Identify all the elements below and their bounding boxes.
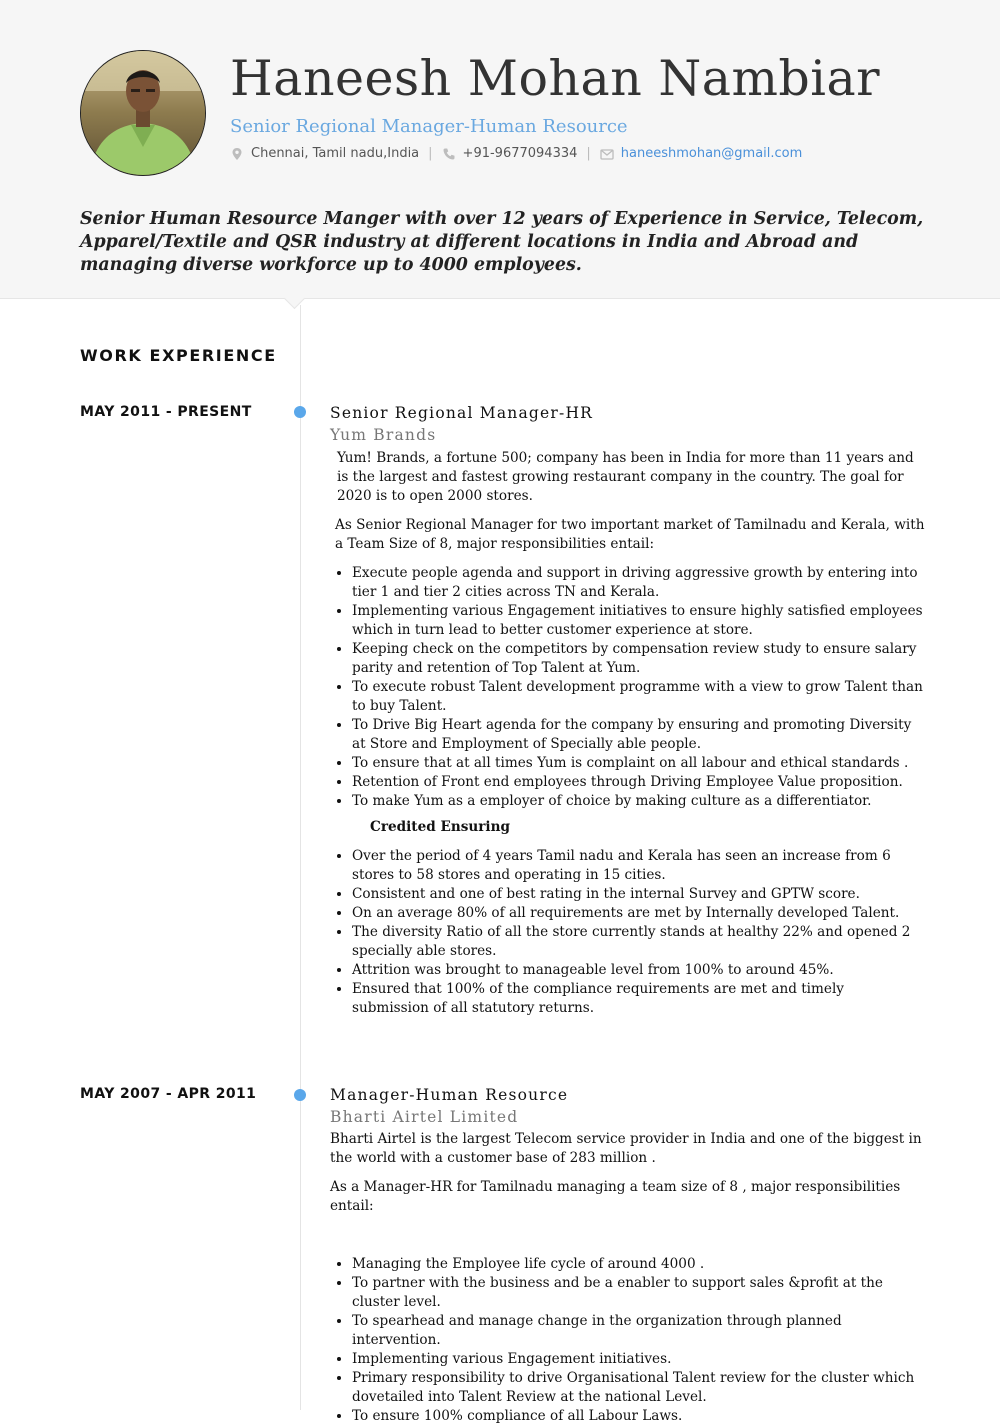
- list-item: • Primary responsibility to drive Organisational Talent review for the cluster which dovetailed into Talent Review at the national Level.: [352, 1369, 925, 1407]
- timeline-dot: [294, 1089, 306, 1101]
- list-item: • To spearhead and manage change in the organization through planned intervention.: [352, 1312, 925, 1350]
- list-item: • To make Yum as a employer of choice by making culture as a differentiator.: [352, 792, 925, 811]
- job-title: Manager-Human Resource: [330, 1086, 569, 1104]
- job-entry: [330, 402, 925, 1018]
- list-item: • To execute robust Talent development programme with a view to grow Talent than to buy Talent.: [352, 678, 925, 716]
- list-item: • Keeping check on the competitors by compensation review study to ensure salary parity and retention of Top Talent at Yum.: [352, 640, 925, 678]
- achievements-heading: Credited Ensuring: [370, 819, 510, 835]
- list-item: • To ensure 100% compliance of all Labour Laws.: [352, 1407, 925, 1426]
- job-company: Bharti Airtel Limited: [330, 1108, 519, 1126]
- company-description: Bharti Airtel is the largest Telecom service provider in India and one of the biggest in the world with a customer base of 283 million .: [330, 1131, 922, 1166]
- email-link[interactable]: haneeshmohan@gmail.com: [620, 146, 803, 161]
- list-item: • Retention of Front end employees through Driving Employee Value proposition.: [352, 773, 925, 792]
- list-item: • Execute people agenda and support in driving aggressive growth by entering into tier 1 and tier 2 cities across TN and Kerala.: [352, 564, 925, 602]
- timeline-dot: [294, 406, 306, 418]
- list-item: • Attrition was brought to manageable level from 100% to around 45%.: [352, 961, 925, 980]
- list-item: • To partner with the business and be a enabler to support sales &profit at the cluster level.: [352, 1274, 925, 1312]
- contact-divider: |: [428, 146, 433, 161]
- list-item: • To ensure that at all times Yum is complaint on all labour and ethical standards .: [352, 754, 925, 773]
- list-item: • Ensured that 100% of the compliance requirements are met and timely submission of all statutory returns.: [352, 980, 925, 1018]
- resume-header: [0, 0, 1000, 299]
- profile-summary: Senior Human Resource Manger with over 12 years of Experience in Service, Telecom, Apparel/Textile and QSR industry at different locations in India and Abroad and managing diverse workforce up to 4000 employees.: [80, 209, 924, 275]
- list-item: • On an average 80% of all requirements are met by Internally developed Talent.: [352, 904, 925, 923]
- list-item: • Implementing various Engagement initiatives.: [352, 1350, 925, 1369]
- company-description: Yum! Brands, a fortune 500; company has been in India for more than 11 years and is the largest and fastest growing restaurant company in the country. The goal for 2020 is to open 2000 stores.: [337, 450, 914, 504]
- responsibilities-list: [330, 564, 925, 811]
- list-item: • Consistent and one of best rating in the internal Survey and GPTW score.: [352, 885, 925, 904]
- job-entry: [330, 1084, 925, 1426]
- job-dates: MAY 2011 - PRESENT: [80, 404, 252, 420]
- person-photo-icon: [81, 51, 205, 175]
- list-item: • The diversity Ratio of all the store currently stands at healthy 22% and opened 2 specially able stores.: [352, 923, 925, 961]
- list-item: • To Drive Big Heart agenda for the company by ensuring and promoting Diversity at Store and Employment of Specially able people.: [352, 716, 925, 754]
- list-item: • Implementing various Engagement initiatives to ensure highly satisfied employees which in turn lead to better customer experience at store.: [352, 602, 925, 640]
- list-item: • Over the period of 4 years Tamil nadu and Kerala has seen an increase from 6 stores to 58 stores and operating in 15 cities.: [352, 847, 925, 885]
- phone-text: +91-9677094334: [462, 146, 578, 161]
- candidate-title: Senior Regional Manager-Human Resource: [230, 116, 628, 137]
- phone-icon: [442, 147, 456, 161]
- location-text: Chennai, Tamil nadu,India: [251, 146, 420, 161]
- candidate-name: Haneesh Mohan Nambiar: [230, 50, 881, 107]
- location-pin-icon: [230, 147, 244, 161]
- job-company: Yum Brands: [330, 426, 437, 444]
- envelope-icon: [600, 147, 614, 161]
- work-experience-heading: WORK EXPERIENCE: [80, 346, 277, 365]
- job-title: Senior Regional Manager-HR: [330, 404, 594, 422]
- list-item: • Managing the Employee life cycle of around 4000 .: [352, 1255, 925, 1274]
- role-description: As Senior Regional Manager for two important market of Tamilnadu and Kerala, with a Team Size of 8, major responsibilities entail:: [335, 517, 925, 552]
- job-dates: MAY 2007 - APR 2011: [80, 1086, 257, 1102]
- timeline-line: [300, 305, 301, 1410]
- achievements-list: [330, 847, 925, 1018]
- profile-photo: [80, 50, 206, 176]
- contact-line: [230, 146, 802, 161]
- role-description: As a Manager-HR for Tamilnadu managing a team size of 8 , major responsibilities entail:: [330, 1179, 901, 1214]
- responsibilities-list: [330, 1255, 925, 1426]
- contact-divider: |: [586, 146, 591, 161]
